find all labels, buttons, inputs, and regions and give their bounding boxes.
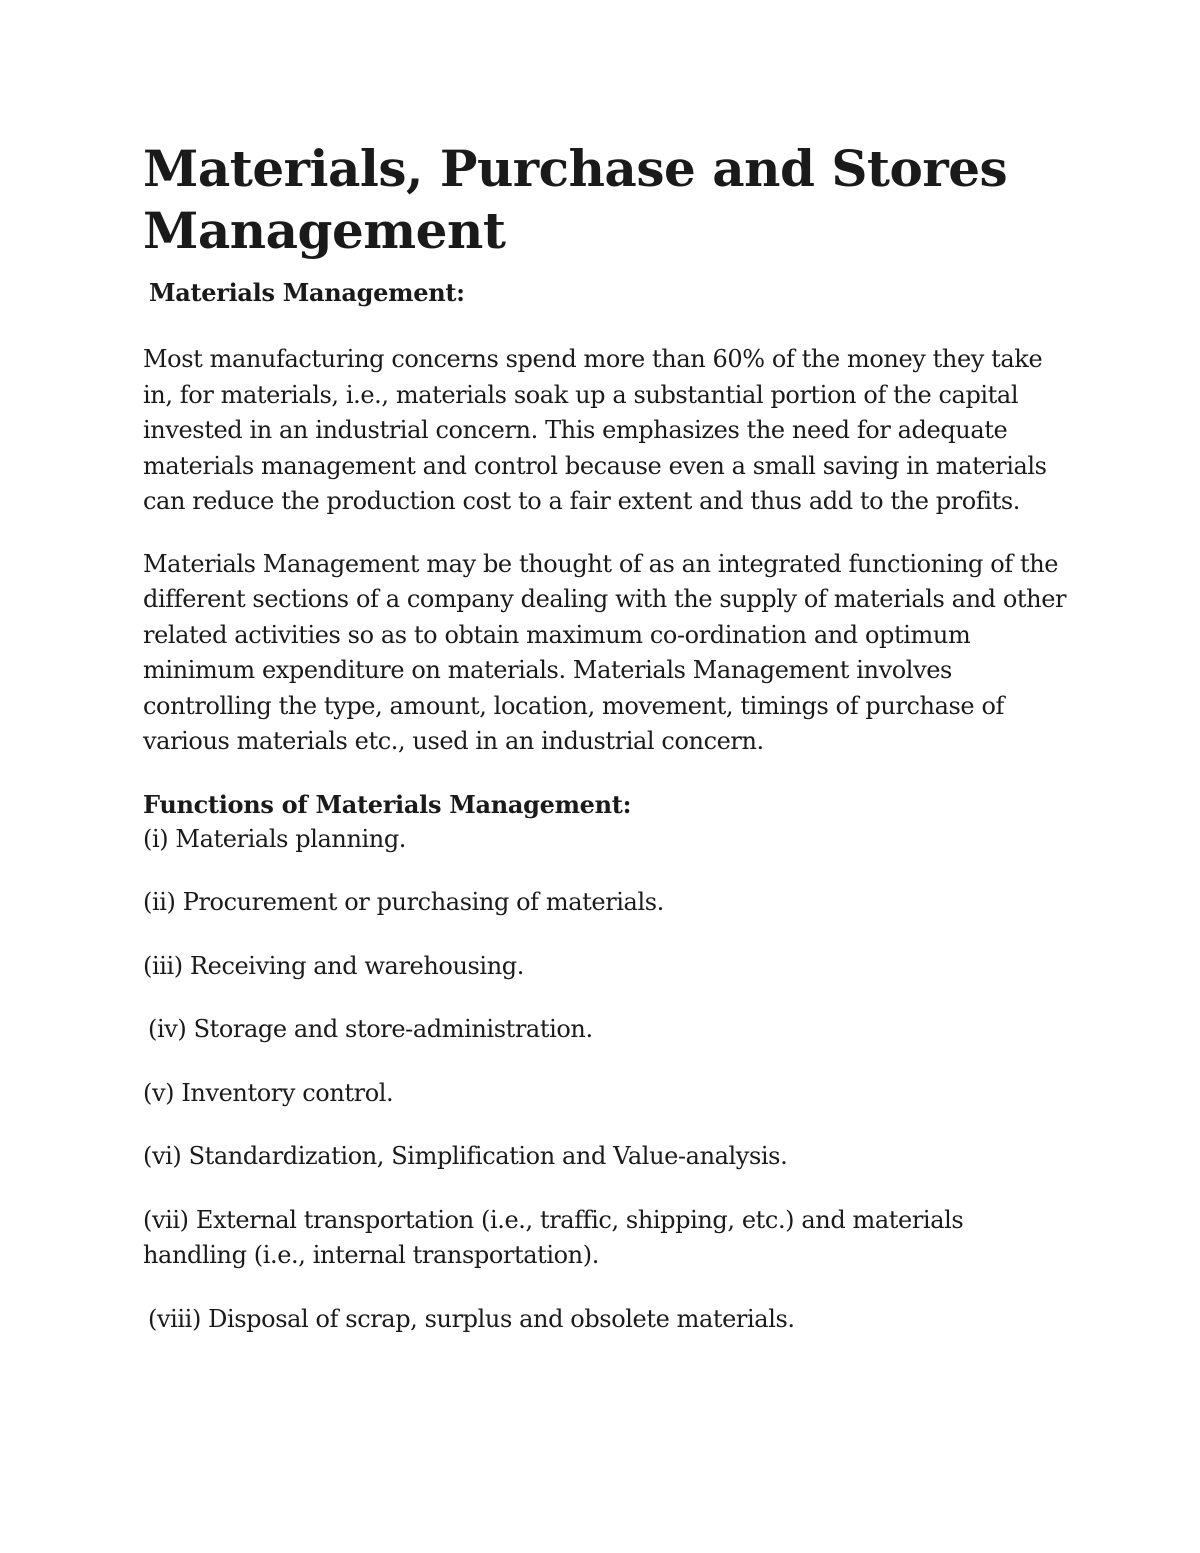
- list-item: (vii) External transportation (i.e., traffic, shipping, etc.) and materials handling (i.e., internal transportation).: [143, 1205, 964, 1269]
- list-item: (vi) Standardization, Simplification and Value-analysis.: [143, 1142, 788, 1170]
- list-item: (v) Inventory control.: [143, 1078, 394, 1107]
- paragraph-materials-definition: Materials Management may be thought of as an integrated functioning of the different sections of a company dealing with the supply of materials and other related activities so as to obtain maximum co-ordination and optimum minimum expenditure on materials. Materials Management involves controlling the type, amount, location, movement, timings of purchase of various materials etc., used in an industrial concern.: [143, 549, 1067, 755]
- section-heading-functions: Functions of Materials Management:: [143, 789, 632, 819]
- list-item: (iii) Receiving and warehousing.: [143, 951, 524, 980]
- list-item: (i) Materials planning.: [143, 824, 407, 853]
- paragraph-materials-spending: Most manufacturing concerns spend more than 60% of the money they take in, for materials, i.e., materials soak up a substantial portion of the capital invested in an industrial concern. This emphasizes the need for adequate materials management and control because even a small saving in materials can reduce the production cost to a fair extent and thus add to the profits.: [143, 345, 1047, 515]
- functions-list: [143, 822, 1073, 1338]
- section-heading-materials-management: Materials Management:: [149, 278, 465, 307]
- list-item: (viii) Disposal of scrap, surplus and obsolete materials.: [148, 1304, 795, 1333]
- list-item: (iv) Storage and store-administration.: [148, 1015, 593, 1043]
- list-item: (ii) Procurement or purchasing of materials.: [143, 888, 664, 916]
- document-body: [143, 138, 1073, 1365]
- document-title: Materials, Purchase and Stores Management: [143, 139, 1008, 260]
